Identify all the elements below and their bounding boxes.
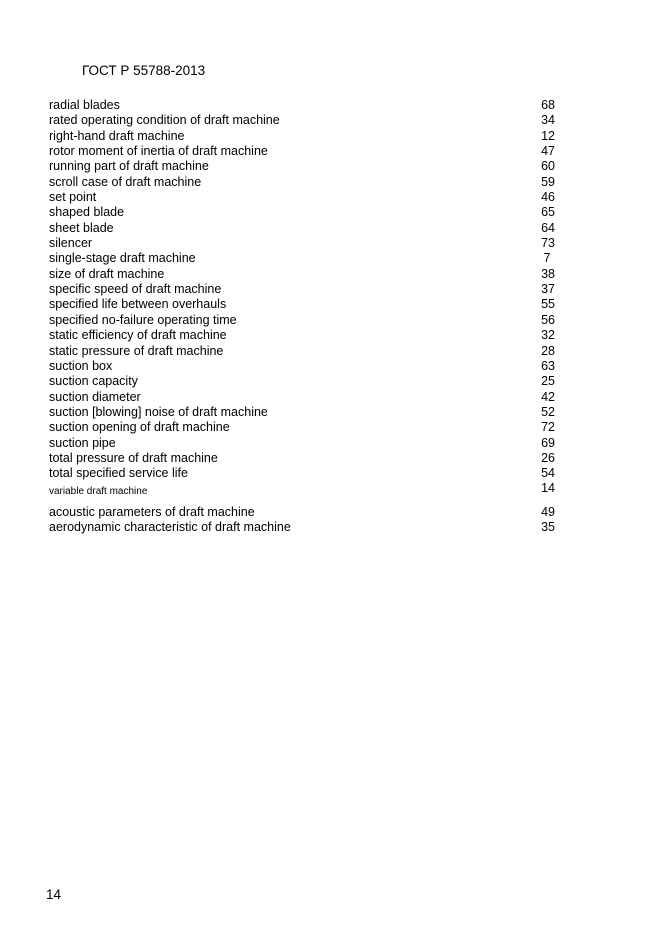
index-number: 35 bbox=[541, 519, 555, 534]
index-entry bbox=[49, 221, 557, 236]
index-term: specified no-failure operating time bbox=[49, 312, 237, 327]
index-term: suction diameter bbox=[49, 389, 141, 404]
index-entry bbox=[49, 251, 557, 266]
index-number: 55 bbox=[541, 297, 555, 312]
index-number: 38 bbox=[541, 266, 555, 281]
index-term: running part of draft machine bbox=[49, 159, 209, 174]
index-entry bbox=[49, 282, 557, 297]
index-term: specific speed of draft machine bbox=[49, 282, 222, 297]
index-entry bbox=[49, 175, 557, 190]
index-entry bbox=[49, 466, 557, 481]
index-number: 37 bbox=[541, 282, 555, 297]
index-entry bbox=[49, 405, 557, 420]
index-entry bbox=[49, 98, 557, 113]
index-entry bbox=[49, 451, 557, 466]
index-entry bbox=[49, 144, 557, 159]
index-term: total specified service life bbox=[49, 466, 188, 481]
index-term: rated operating condition of draft machine bbox=[49, 113, 280, 128]
index-number: 52 bbox=[541, 404, 555, 419]
index-term: radial blades bbox=[49, 98, 120, 112]
index-entry bbox=[49, 159, 557, 174]
index-number: 59 bbox=[541, 174, 555, 189]
index-number: 56 bbox=[541, 312, 555, 327]
index-term: rotor moment of inertia of draft machine bbox=[49, 144, 268, 159]
index-entry bbox=[49, 344, 557, 359]
index-entry bbox=[49, 113, 557, 128]
index-number: 65 bbox=[541, 205, 555, 220]
index-number: 64 bbox=[541, 220, 555, 235]
index-term: scroll case of draft machine bbox=[49, 174, 202, 189]
index-entry bbox=[49, 374, 557, 389]
index-term: specified life between overhauls bbox=[49, 297, 227, 312]
index-number: 54 bbox=[541, 466, 555, 481]
index-entry bbox=[49, 436, 557, 451]
index-number: 60 bbox=[541, 159, 555, 174]
index-term: acoustic parameters of draft machine bbox=[49, 504, 255, 519]
index-number: 69 bbox=[541, 435, 555, 450]
index-term: suction box bbox=[49, 358, 113, 373]
index-term: suction capacity bbox=[49, 374, 138, 389]
index-term: suction pipe bbox=[49, 435, 116, 450]
index-entry bbox=[49, 236, 557, 251]
standard-code: ГОСТ Р 55788-2013 bbox=[82, 63, 206, 78]
index-entry bbox=[49, 390, 557, 405]
index-term: set point bbox=[49, 190, 97, 205]
index-entry bbox=[49, 190, 557, 205]
index-entry bbox=[49, 359, 557, 374]
index-entry bbox=[49, 267, 557, 282]
document-header bbox=[82, 63, 205, 79]
index-term: size of draft machine bbox=[49, 266, 165, 281]
index-term: single-stage draft machine bbox=[49, 251, 196, 266]
index-entry bbox=[49, 328, 557, 343]
index-term: suction opening of draft machine bbox=[49, 420, 230, 435]
index-number: 73 bbox=[541, 236, 555, 251]
index-term: total pressure of draft machine bbox=[49, 450, 218, 465]
index-entry bbox=[49, 129, 557, 144]
index-term: static efficiency of draft machine bbox=[49, 328, 227, 343]
index-number: 72 bbox=[541, 420, 555, 435]
index-number: 42 bbox=[541, 389, 555, 404]
index-number: 47 bbox=[541, 144, 555, 159]
index-number: 46 bbox=[541, 190, 555, 205]
term-index-list bbox=[49, 98, 557, 535]
index-entry bbox=[49, 520, 557, 535]
index-number: 12 bbox=[541, 128, 555, 143]
index-term: aerodynamic characteristic of draft machine bbox=[49, 519, 291, 534]
index-number: 28 bbox=[541, 343, 555, 358]
index-term: shaped blade bbox=[49, 205, 125, 220]
index-entry bbox=[49, 205, 557, 220]
index-entry bbox=[49, 420, 557, 435]
index-entry bbox=[49, 297, 557, 312]
index-term: variable draft machine bbox=[49, 485, 148, 497]
index-number: 25 bbox=[541, 374, 555, 389]
index-term: suction [blowing] noise of draft machine bbox=[49, 404, 268, 419]
index-term: silencer bbox=[49, 236, 93, 251]
index-entry bbox=[49, 505, 557, 520]
index-number: 14 bbox=[541, 480, 555, 495]
index-number: 68 bbox=[541, 98, 555, 112]
index-term: right-hand draft machine bbox=[49, 128, 185, 143]
index-number: 63 bbox=[541, 358, 555, 373]
index-entry bbox=[49, 482, 557, 505]
page-number: 14 bbox=[46, 887, 62, 902]
index-entry bbox=[49, 313, 557, 328]
index-number: 26 bbox=[541, 450, 555, 465]
index-number: 32 bbox=[541, 328, 555, 343]
index-term: sheet blade bbox=[49, 220, 114, 235]
index-term: static pressure of draft machine bbox=[49, 343, 224, 358]
index-number: 34 bbox=[541, 113, 555, 128]
index-number: 7 bbox=[543, 251, 551, 266]
index-number: 49 bbox=[541, 504, 555, 519]
